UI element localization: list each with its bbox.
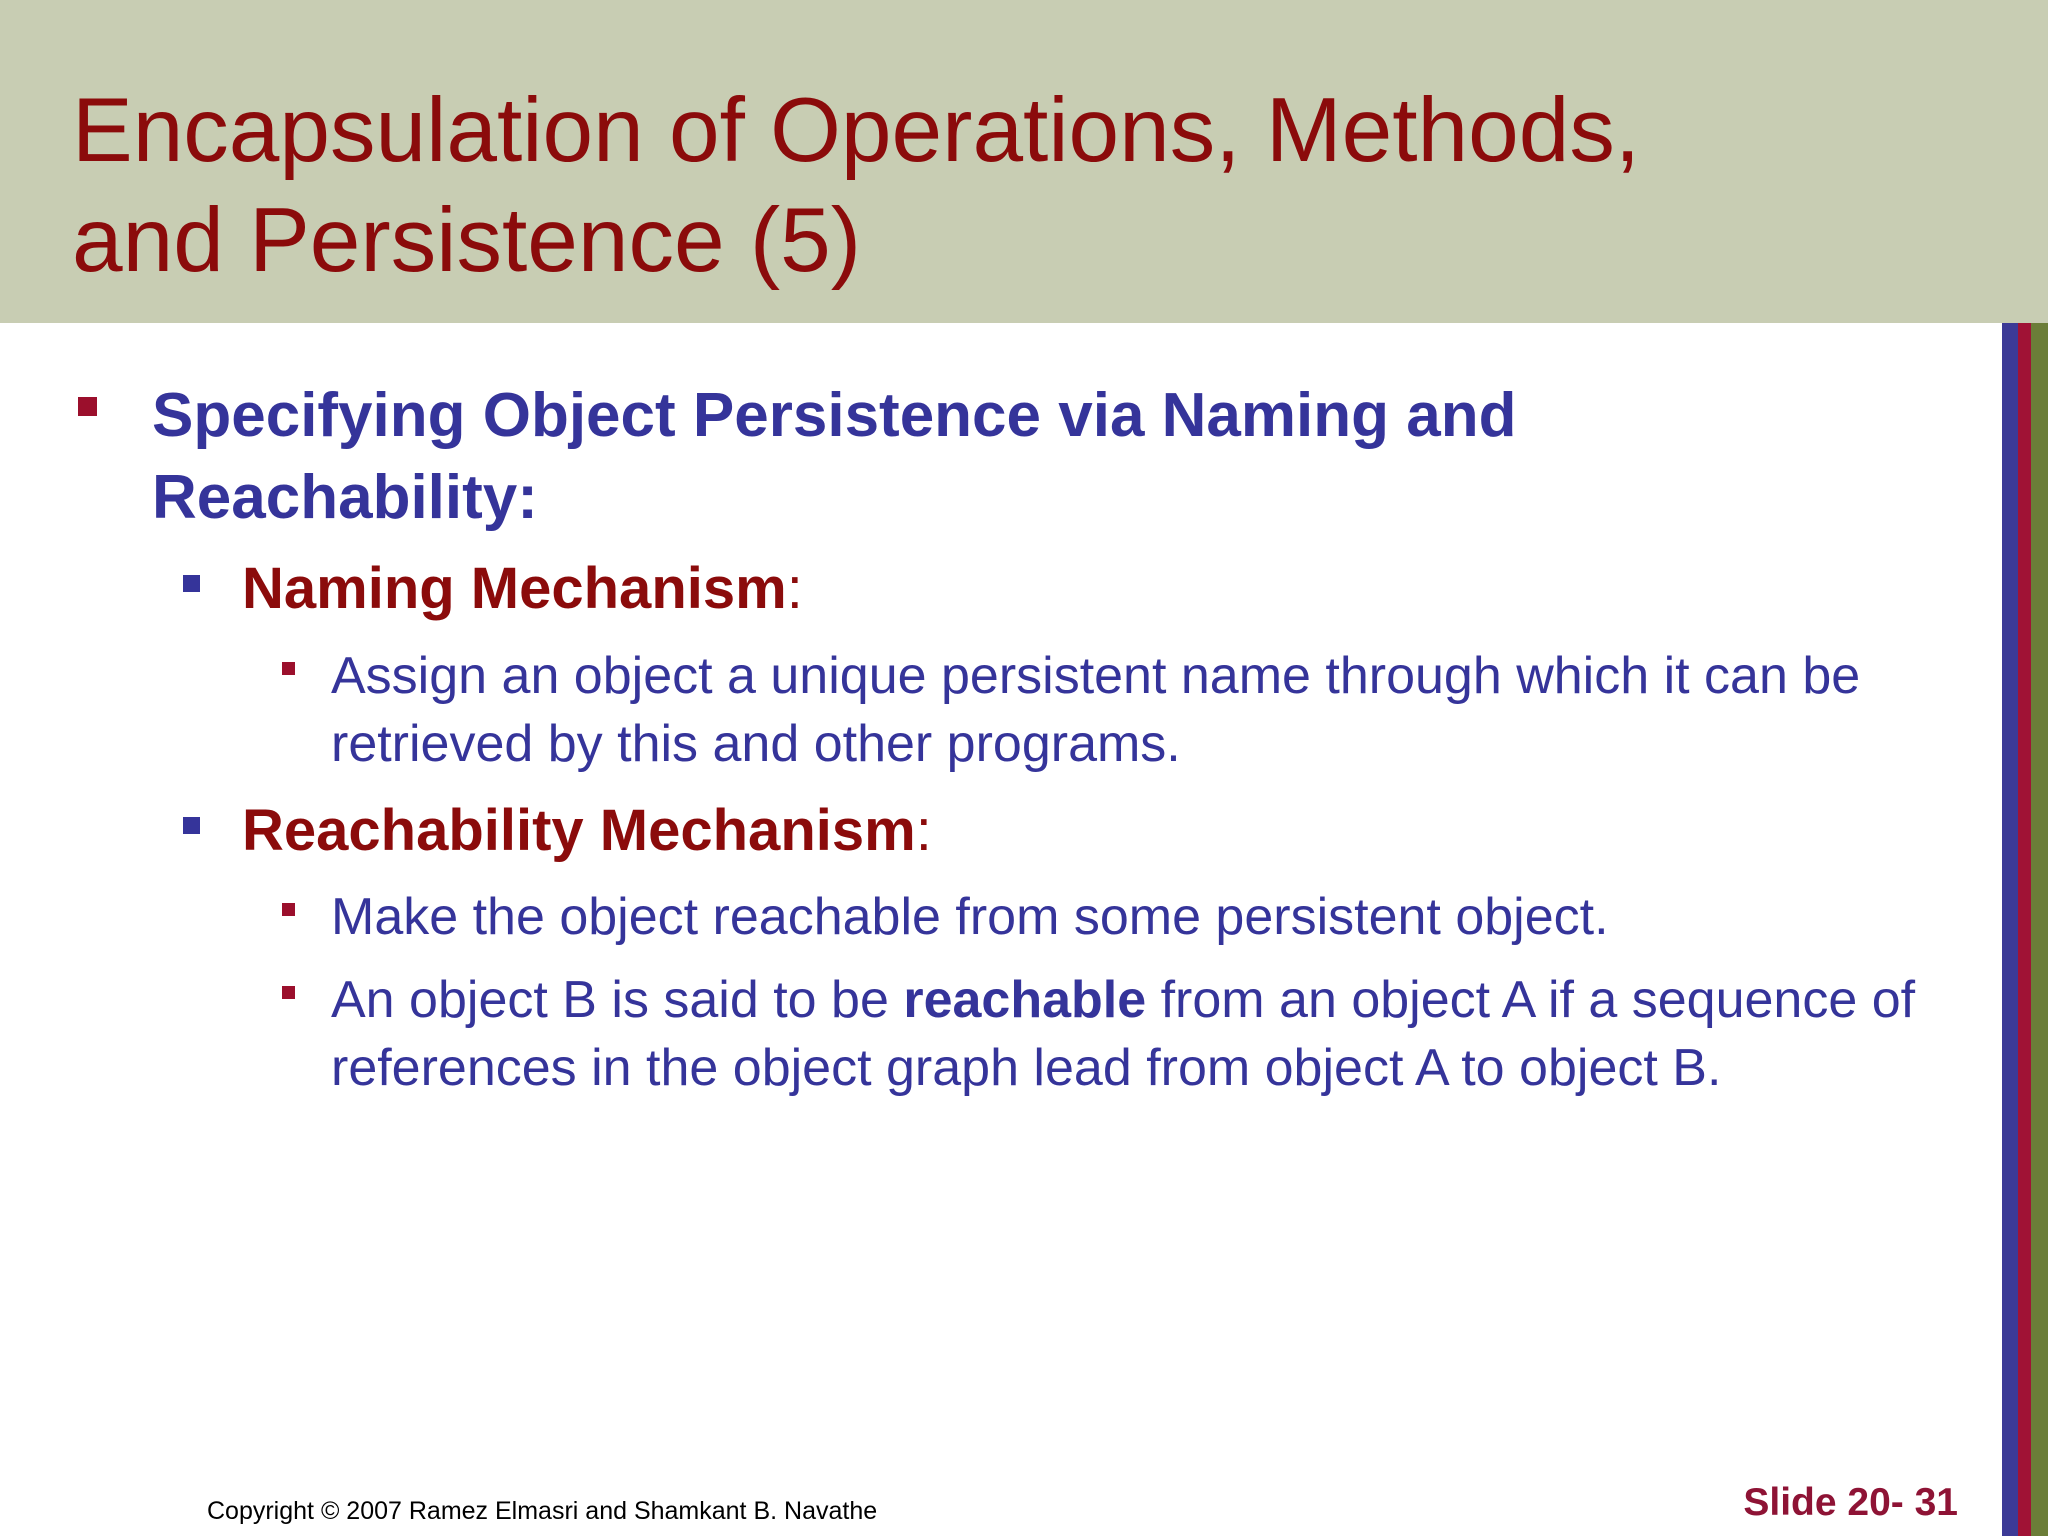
square-bullet-icon <box>78 397 97 416</box>
bullet-naming-mechanism <box>242 553 803 625</box>
reachable-term: reachable <box>903 971 1147 1029</box>
bullet-reachability-detail-1 <box>331 883 1931 951</box>
bullet-main-text: Specifying Object Persistence via Naming and Reachability: <box>152 381 1517 532</box>
slide-title-line-2: and Persistence (5) <box>72 190 862 291</box>
bullet-main <box>152 375 1712 539</box>
reachability-colon: : <box>915 798 932 863</box>
copyright-notice: Copyright © 2007 Ramez Elmasri and Shamkant B. Navathe <box>207 1497 878 1525</box>
square-bullet-icon <box>183 817 200 834</box>
slide-title-line-1: Encapsulation of Operations, Methods, <box>72 80 1641 181</box>
square-bullet-icon <box>183 575 200 592</box>
naming-heading: Naming Mechanism <box>242 556 787 621</box>
reachability-detail-2-after: from an object A if a sequence of references in the object graph lead from object A to object B. <box>331 971 1916 1097</box>
side-stripe-green <box>2031 323 2048 1536</box>
square-bullet-icon <box>282 986 295 999</box>
bullet-naming-detail <box>331 642 1931 778</box>
reachability-detail-2-before: An object B is said to be <box>331 971 904 1029</box>
side-stripe-blue <box>2002 323 2018 1536</box>
naming-detail-text: Assign an object a unique persistent name through which it can be retrieved by this and other programs. <box>331 647 1861 773</box>
reachability-detail-1-text: Make the object reachable from some persistent object. <box>331 888 1609 946</box>
side-stripe-red <box>2018 323 2031 1536</box>
bullet-reachability-mechanism <box>242 795 932 867</box>
reachability-heading: Reachability Mechanism <box>242 798 916 863</box>
slide-number: Slide 20- 31 <box>1743 1481 1958 1524</box>
bullet-reachability-detail-2 <box>331 966 1931 1102</box>
square-bullet-icon <box>282 662 295 675</box>
square-bullet-icon <box>282 903 295 916</box>
naming-colon: : <box>786 556 803 621</box>
